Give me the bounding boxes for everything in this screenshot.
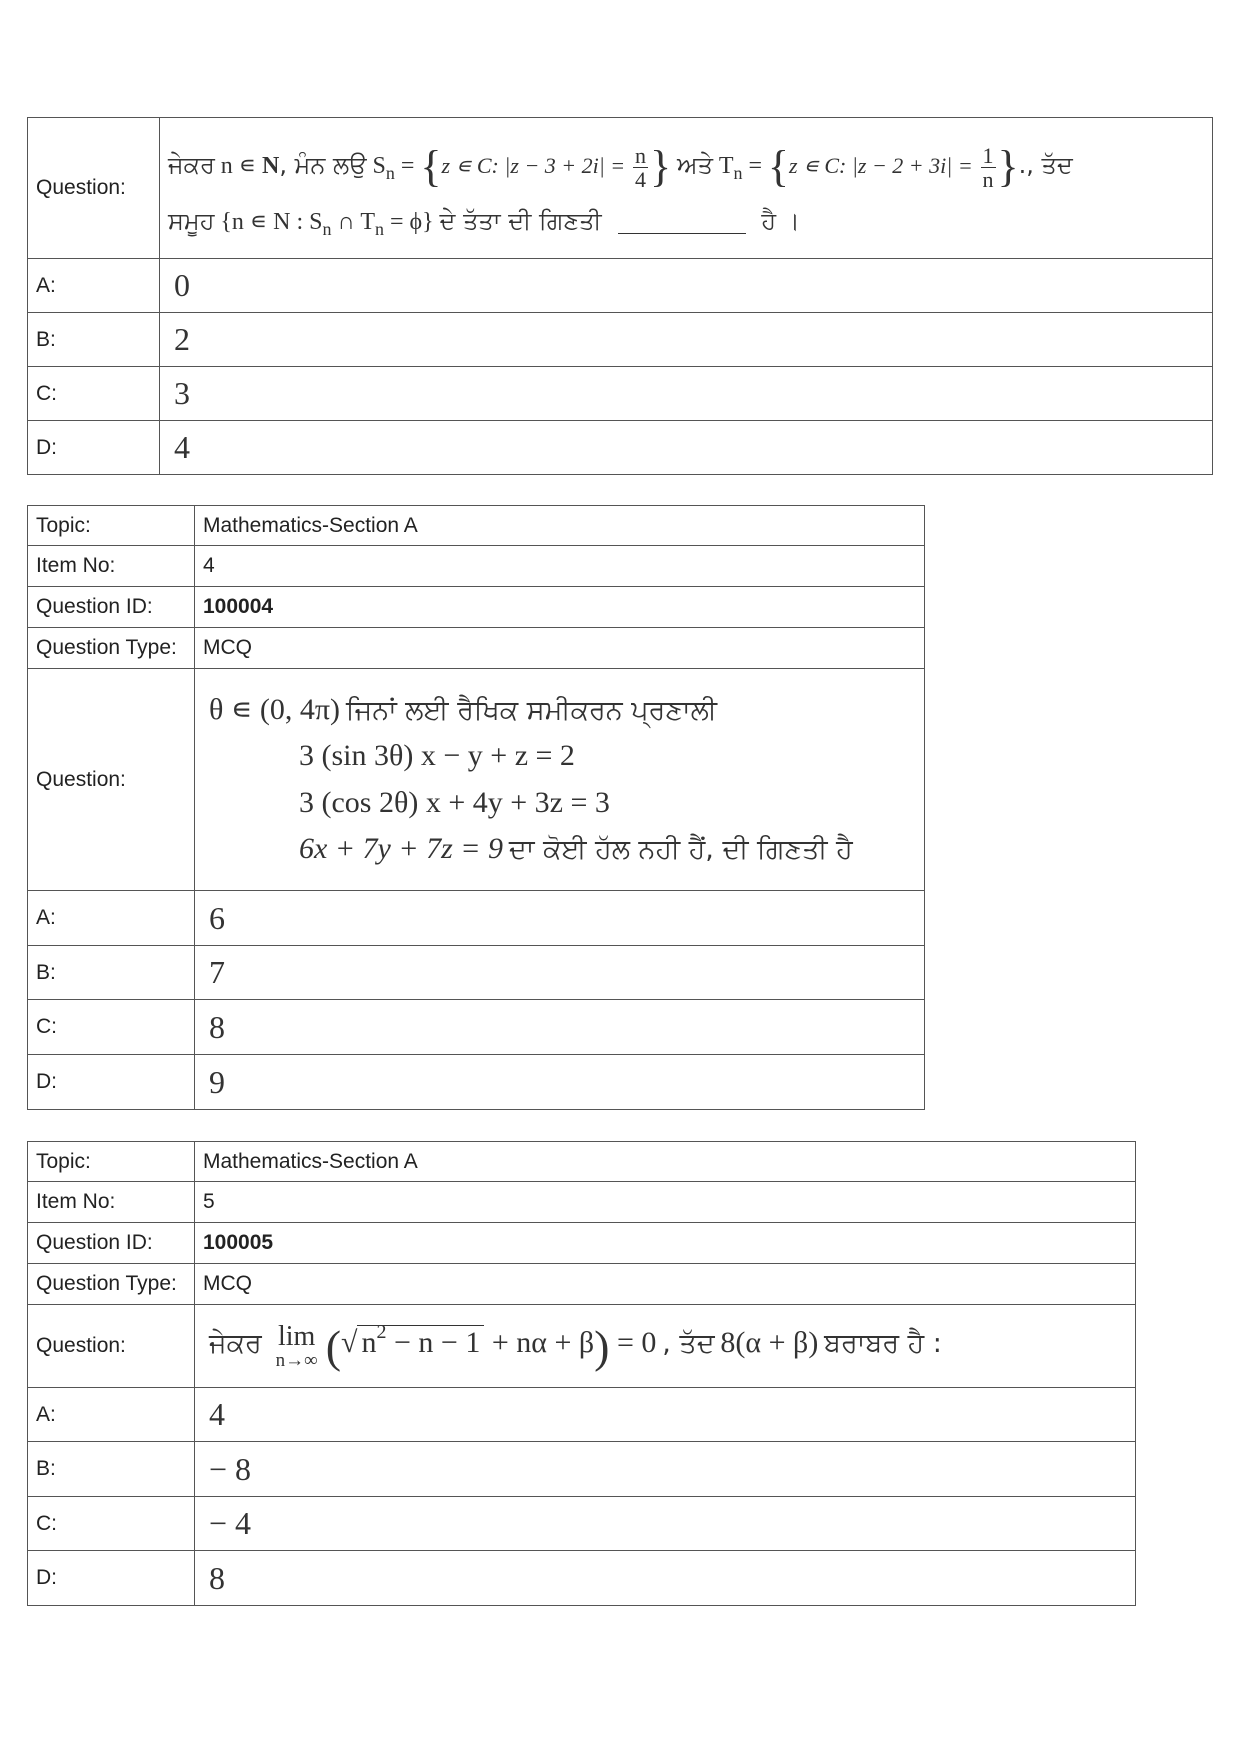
option-c-value: − 4	[195, 1497, 1136, 1551]
text-fragment: ਜਿਨਾਂ ਲਈ ਰੈਖਿਕ ਸਮੀਕਰਨ ਪ੍ਰਣਾਲੀ	[345, 694, 718, 726]
math-n-in: n ∊	[220, 152, 262, 179]
option-row-c	[28, 1000, 925, 1055]
math-part: + nα + β	[484, 1325, 595, 1359]
question-type-label: Question Type:	[28, 628, 195, 669]
math-fragment	[221, 153, 280, 179]
item-no-value: 5	[195, 1182, 1136, 1223]
option-a-label: A:	[28, 259, 160, 313]
brace-close: }	[997, 141, 1019, 191]
option-row-b	[28, 1442, 1136, 1497]
paren-close: )	[594, 1320, 610, 1372]
fill-in-blank	[618, 213, 746, 234]
topic-row	[28, 506, 925, 546]
brace-open: {	[767, 141, 789, 191]
option-b-label: B:	[28, 946, 195, 1000]
option-row-d	[28, 1551, 1136, 1606]
limit-subscript: n→∞	[275, 1349, 318, 1371]
option-d-label: D:	[28, 421, 160, 475]
math-subscript: n	[385, 162, 395, 183]
question-type-value: MCQ	[195, 1264, 1136, 1305]
option-b-value: 7	[195, 946, 925, 1000]
question-id-row	[28, 587, 925, 628]
text-fragment: ਜੇਕਰ	[209, 1327, 262, 1359]
option-row-c	[28, 1497, 1136, 1551]
option-row-a	[28, 891, 925, 946]
option-a-value: 4	[195, 1388, 1136, 1442]
option-row-b	[28, 313, 1213, 367]
text-fragment: ਦਾ ਕੋਈ ਹੱਲ ਨਹੀ ਹੈਂ, ਦੀ ਗਿਣਤੀ ਹੈ	[508, 834, 853, 865]
option-b-value: − 8	[195, 1442, 1136, 1497]
option-row-c	[28, 367, 1213, 421]
question-id-value: 100004	[195, 587, 925, 628]
fraction-denominator: n	[982, 166, 994, 192]
question-line-2	[168, 202, 1204, 244]
item-no-label: Item No:	[28, 1182, 195, 1223]
math-theta-range: θ ∊ (0, 4π)	[209, 692, 341, 726]
question-text	[195, 1305, 1136, 1388]
option-c-value: 3	[160, 367, 1213, 421]
option-a-value: 6	[195, 891, 925, 946]
math-equals-zero: = 0	[609, 1325, 657, 1359]
option-b-label: B:	[28, 313, 160, 367]
math-superscript: 2	[376, 1320, 387, 1343]
topic-row	[28, 1142, 1136, 1182]
item-no-label: Item No:	[28, 546, 195, 587]
math-subscript: n	[375, 219, 385, 240]
fraction-denominator: 4	[635, 166, 646, 192]
math-T: $T_n$ =	[718, 152, 763, 183]
paren-open: (	[325, 1320, 342, 1372]
equation-3: 6x + 7y + 7z = 9	[299, 832, 504, 865]
equation-2: 3 (cos 2θ) x + 4y + 3z = 3	[299, 785, 610, 819]
option-c-label: C:	[28, 1497, 195, 1551]
sqrt-expression: √ $n^2 - n - 1 + n\alpha + \beta$	[341, 1320, 595, 1359]
text-fragment: ਸਮੂਹ	[168, 207, 215, 236]
question-text	[160, 118, 1213, 259]
math-part: {n ∊ N : S	[220, 209, 323, 236]
item-no-value: 4	[195, 546, 925, 587]
math-set1: z ∊ C: |z − 3 + 2i| =	[441, 152, 626, 178]
question-line-1	[168, 132, 1204, 202]
option-c-label: C:	[28, 367, 160, 421]
fraction-numerator: 1	[982, 142, 994, 168]
fraction-numerator: n	[635, 142, 646, 168]
option-b-value: 2	[160, 313, 1213, 367]
brace-open: {	[420, 141, 442, 191]
option-row-d	[28, 421, 1213, 475]
option-a-label: A:	[28, 891, 195, 946]
question-line-4	[209, 826, 916, 873]
text-fragment: ਦੇ ਤੱਤਾ ਦੀ ਗਿਣਤੀ	[439, 207, 602, 236]
topic-value: Mathematics-Section A	[195, 1142, 1136, 1182]
question-id-value: 100005	[195, 1223, 1136, 1264]
math-expression: 8(α + β)	[720, 1325, 819, 1359]
topic-label: Topic:	[28, 506, 195, 546]
text-fragment: ., ਤੱਦ	[1018, 150, 1073, 179]
question-id-label: Question ID:	[28, 587, 195, 628]
question-table-1	[27, 117, 1213, 475]
math-subscript: n	[733, 162, 743, 183]
fraction-1	[633, 144, 648, 191]
limit-label: lim	[277, 1320, 316, 1352]
math-set2: z ∊ C: |z − 2 + 3i| =	[789, 152, 973, 178]
math-part: n	[361, 1325, 377, 1359]
option-d-label: D:	[28, 1551, 195, 1606]
math-part: = ϕ}	[384, 209, 434, 236]
text-fragment: ਅਤੇ	[676, 150, 713, 179]
math-set-N: N	[262, 152, 280, 179]
topic-label: Topic:	[28, 1142, 195, 1182]
option-row-a	[28, 1388, 1136, 1442]
option-c-label: C:	[28, 1000, 195, 1055]
topic-value: Mathematics-Section A	[195, 506, 925, 546]
option-d-label: D:	[28, 1055, 195, 1110]
math-S	[372, 152, 421, 183]
option-b-label: B:	[28, 1442, 195, 1497]
option-d-value: 4	[160, 421, 1213, 475]
math-equals: =	[394, 152, 421, 179]
question-type-row	[28, 1264, 1136, 1305]
question-table-3	[27, 1141, 1136, 1606]
question-id-label: Question ID:	[28, 1223, 195, 1264]
question-id-row	[28, 1223, 1136, 1264]
fraction-2	[981, 144, 996, 191]
question-row	[28, 1305, 1136, 1388]
question-type-value: MCQ	[195, 628, 925, 669]
option-row-a	[28, 259, 1213, 313]
option-a-label: A:	[28, 1388, 195, 1442]
text-fragment: , ਤੱਦ	[662, 1327, 715, 1359]
question-text	[195, 669, 925, 891]
math-part: − n − 1	[386, 1325, 481, 1359]
text-fragment: ਜੇਕਰ	[168, 150, 215, 179]
question-type-label: Question Type:	[28, 1264, 195, 1305]
item-no-row	[28, 546, 925, 587]
math-symbol: S	[372, 152, 386, 179]
math-part: ∩ T	[331, 209, 376, 236]
question-row	[28, 118, 1213, 259]
option-row-d	[28, 1055, 925, 1110]
text-fragment: , ਮੰਨ ਲਉ	[279, 150, 367, 179]
question-type-row	[28, 628, 925, 669]
question-row	[28, 669, 925, 891]
math-symbol: T	[718, 152, 734, 179]
question-table-2	[27, 505, 925, 1110]
math-set-expression	[220, 209, 434, 240]
equation-1: 3 (sin 3θ) x − y + z = 2	[299, 739, 575, 772]
option-a-value: 0	[160, 259, 1213, 313]
option-d-value: 8	[195, 1551, 1136, 1606]
question-label: Question:	[28, 118, 160, 259]
text-fragment: ਬਰਾਬਰ ਹੈ :	[824, 1327, 942, 1359]
math-subscript: n	[322, 219, 332, 240]
question-line-1	[209, 687, 916, 734]
question-label: Question:	[28, 669, 195, 891]
item-no-row	[28, 1182, 1136, 1223]
brace-close: }	[650, 141, 672, 191]
option-row-b	[28, 946, 925, 1000]
option-c-value: 8	[195, 1000, 925, 1055]
text-fragment: ਹੈ ।	[761, 207, 800, 236]
limit-operator	[275, 1320, 318, 1371]
option-d-value: 9	[195, 1055, 925, 1110]
question-label: Question:	[28, 1305, 195, 1388]
